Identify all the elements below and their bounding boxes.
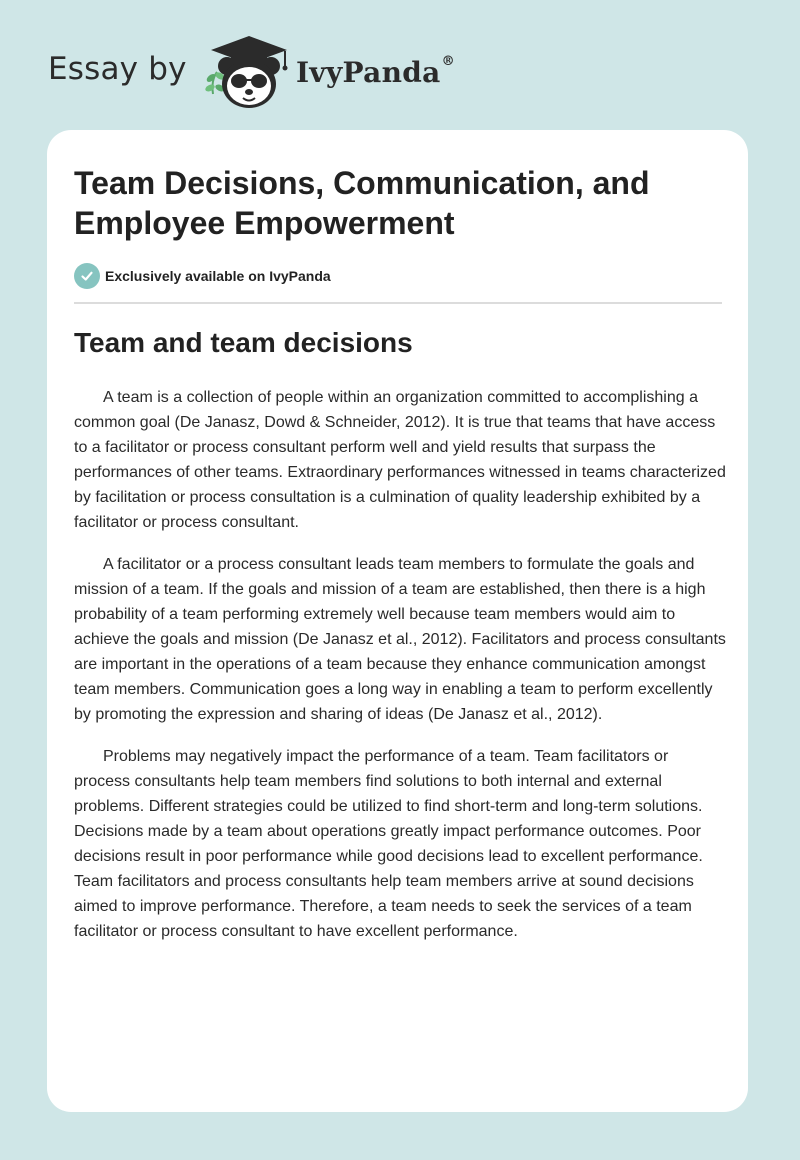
check-circle-icon: [74, 263, 100, 289]
page-title: Team Decisions, Communication, and Employee Empowerment: [74, 165, 650, 241]
section-heading: Team and team decisions: [74, 327, 413, 358]
paragraph: A team is a collection of people within an organization committed to accomplishing a common goal (De Janasz, Dowd & Schneider, 2012). It is true that teams that have access to a facilitator or process consultant perform well and yield results that surpass the performances of other teams. Extraordinary performances witnessed in teams characterized by facilitation or process consultation is a culmination of quality leadership exhibited by a facilitator or process consultant.: [74, 389, 726, 531]
paragraph: A facilitator or a process consultant leads team members to formulate the goals and mission of a team. If the goals and mission of a team are established, then there is a high probability of a team performing extremely well because team members would aim to achieve the goals and mission (De Janasz et al., 2012). Facilitators and process consultants are important in the operations of a team because they enhance communication amongst team members. Communication goes a long way in enabling a team to perform excellently by promoting the expression and sharing of ideas (De Janasz et al., 2012).: [74, 556, 726, 723]
brand-name[interactable]: IvyPanda®: [296, 54, 455, 89]
brand-prefix: Essay by: [48, 51, 187, 87]
panda-logo-icon[interactable]: [201, 32, 297, 112]
badge-text: Exclusively available on IvyPanda: [105, 268, 331, 284]
registered-mark: ®: [441, 54, 455, 69]
exclusive-badge: [74, 263, 331, 289]
site-header: [48, 32, 488, 112]
essay-card: [47, 130, 748, 1112]
essay-body: [74, 385, 726, 961]
divider: [74, 302, 722, 304]
paragraph: Problems may negatively impact the performance of a team. Team facilitators or process consultants help team members find solutions to both internal and external problems. Different strategies could be utilized to find short-term and long-term solutions. Decisions made by a team about operations greatly impact performance outcomes. Poor decisions result in poor performance while good decisions lead to excellent performance. Team facilitators and process consultants help team members arrive at sound decisions aimed to improve performance. Therefore, a team needs to seek the services of a team facilitator or process consultant to have excellent performance.: [74, 748, 703, 940]
